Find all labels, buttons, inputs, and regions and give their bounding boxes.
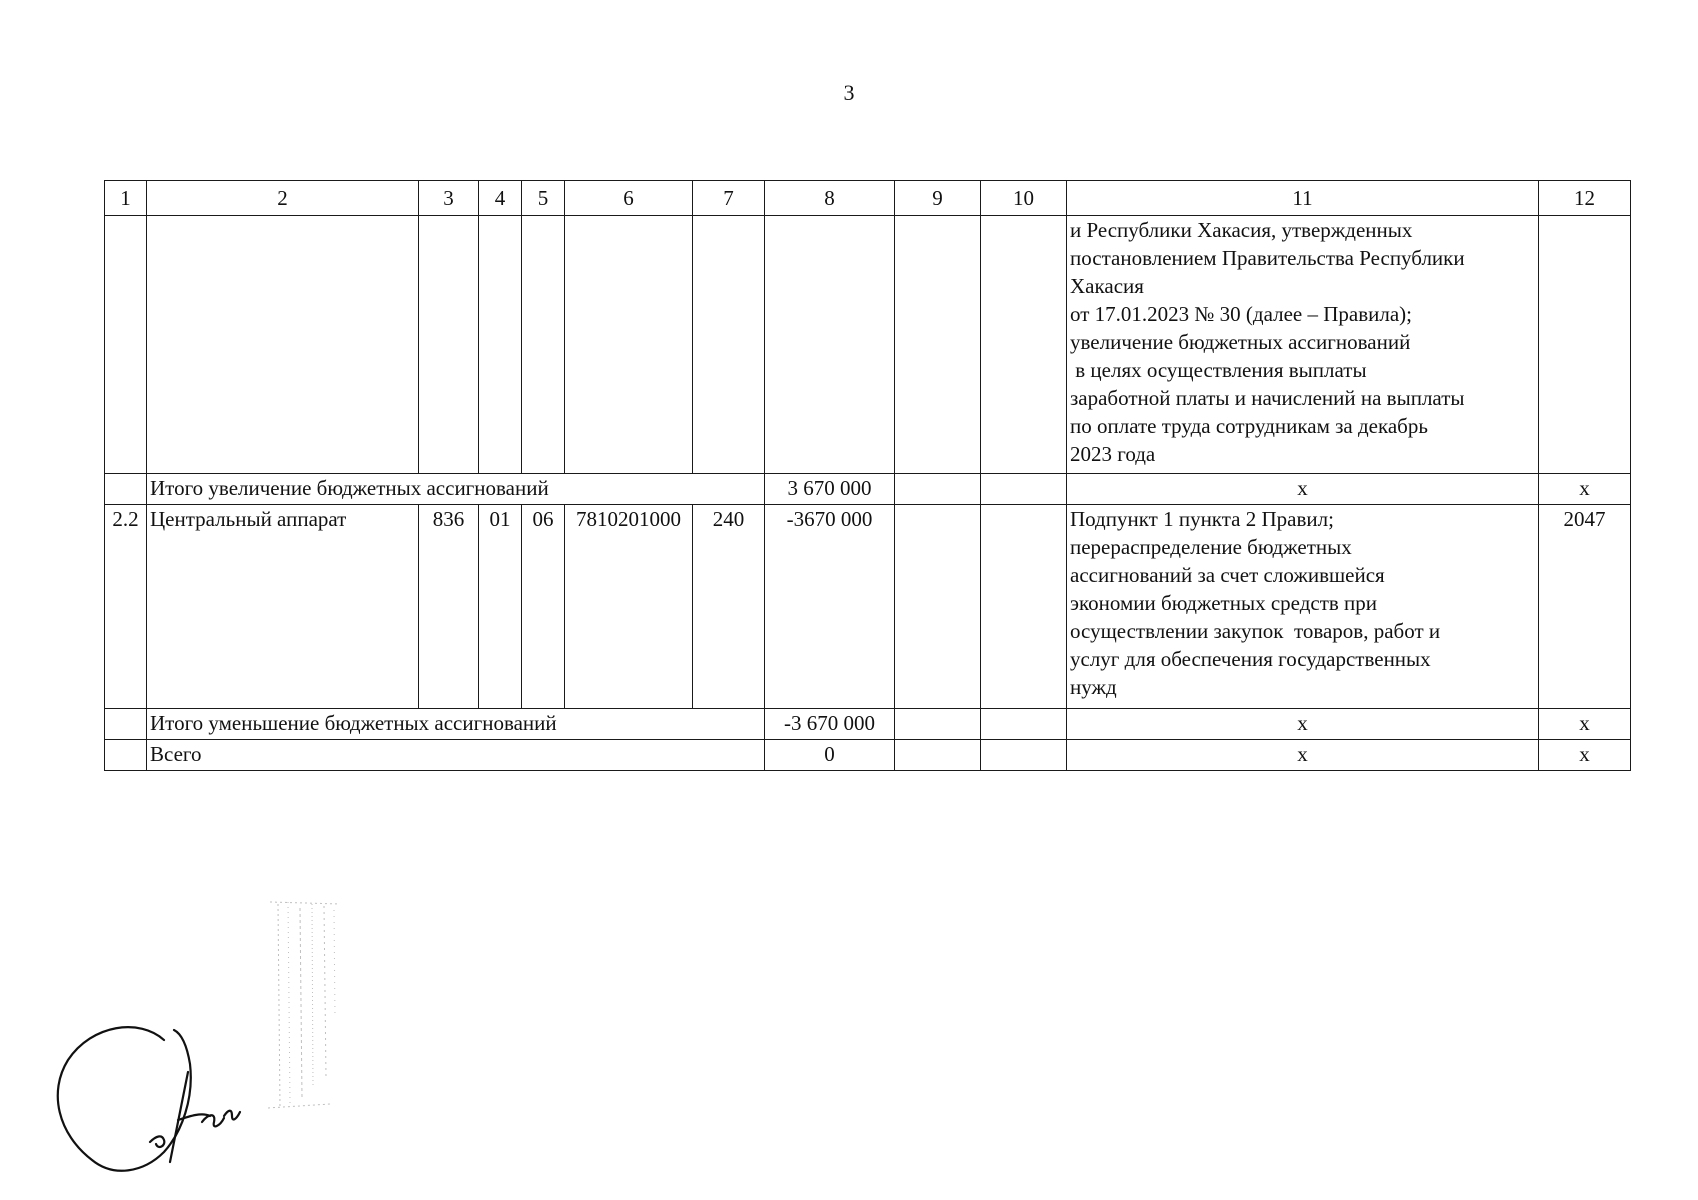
page-number: 3 (843, 80, 855, 105)
header-cell: 1 (105, 181, 147, 216)
table-cell (522, 216, 565, 474)
table-cell (419, 216, 479, 474)
grand-total-col12: x (1539, 740, 1631, 771)
justification-line: по оплате труда сотрудникам за декабрь (1070, 414, 1428, 438)
table-cell (895, 216, 981, 474)
table-cell (895, 505, 981, 709)
row-col5: 06 (522, 505, 565, 709)
justification-line: перераспределение бюджетных (1070, 535, 1352, 559)
table-cell (981, 740, 1067, 771)
table-cell (105, 216, 147, 474)
table-cell (105, 474, 147, 505)
justification-cell (1067, 216, 1539, 474)
header-cell: 12 (1539, 181, 1631, 216)
justification-line: и Республики Хакасия, утвержденных (1070, 218, 1413, 242)
grand-total-col11: x (1067, 740, 1539, 771)
faint-stamp (260, 898, 350, 1113)
decrease-total-col11: x (1067, 709, 1539, 740)
header-cell: 9 (895, 181, 981, 216)
header-cell: 6 (565, 181, 693, 216)
table-cell (479, 216, 522, 474)
decrease-total-label: Итого уменьшение бюджетных ассигнований (147, 709, 765, 740)
header-cell: 11 (1067, 181, 1539, 216)
decrease-total-row (105, 709, 1631, 740)
increase-total-label: Итого увеличение бюджетных ассигнований (147, 474, 765, 505)
row-number: 2.2 (105, 505, 147, 709)
grand-total-amount: 0 (765, 740, 895, 771)
table-cell (565, 216, 693, 474)
row-amount: -3670 000 (765, 505, 895, 709)
row-col4: 01 (479, 505, 522, 709)
table-header-row (105, 181, 1631, 216)
signature (52, 1012, 242, 1182)
justification-line: в целях осуществления выплаты (1070, 358, 1367, 382)
header-cell: 5 (522, 181, 565, 216)
budget-allocation-table (104, 180, 1631, 771)
grand-total-row (105, 740, 1631, 771)
increase-total-amount: 3 670 000 (765, 474, 895, 505)
table-cell (1539, 216, 1631, 474)
justification-line: осуществлении закупок товаров, работ и (1070, 619, 1441, 643)
table-cell (981, 474, 1067, 505)
grand-total-label: Всего (147, 740, 765, 771)
header-cell: 10 (981, 181, 1067, 216)
row-col3: 836 (419, 505, 479, 709)
row-col12: 2047 (1539, 505, 1631, 709)
table-cell (765, 216, 895, 474)
justification-line: услуг для обеспечения государственных (1070, 647, 1431, 671)
header-cell: 3 (419, 181, 479, 216)
table-cell (981, 505, 1067, 709)
header-cell: 2 (147, 181, 419, 216)
header-cell: 4 (479, 181, 522, 216)
table-cell (105, 709, 147, 740)
justification-line: Подпункт 1 пункта 2 Правил; (1070, 507, 1334, 531)
table-cell (981, 216, 1067, 474)
table-cell (693, 216, 765, 474)
increase-total-col12: x (1539, 474, 1631, 505)
justification-line: ассигнований за счет сложившейся (1070, 563, 1385, 587)
justification-line: нужд (1070, 675, 1117, 699)
justification-line: Хакасия (1070, 274, 1144, 298)
row-col6: 7810201000 (565, 505, 693, 709)
table-cell (895, 740, 981, 771)
decrease-total-amount: -3 670 000 (765, 709, 895, 740)
decrease-total-col12: x (1539, 709, 1631, 740)
justification-line: постановлением Правительства Республики (1070, 246, 1465, 270)
increase-total-col11: x (1067, 474, 1539, 505)
table-cell (105, 740, 147, 771)
row-col7: 240 (693, 505, 765, 709)
increase-total-row (105, 474, 1631, 505)
header-cell: 8 (765, 181, 895, 216)
table-cell (895, 709, 981, 740)
justification-line: 2023 года (1070, 442, 1156, 466)
justification-line: от 17.01.2023 № 30 (далее – Правила); (1070, 302, 1413, 326)
table-cell (895, 474, 981, 505)
justification-line: заработной платы и начислений на выплаты (1070, 386, 1465, 410)
table-cell (147, 216, 419, 474)
table-row-2-2 (105, 505, 1631, 709)
table-row-continuation (105, 216, 1631, 474)
justification-cell (1067, 505, 1539, 709)
justification-line: увеличение бюджетных ассигнований (1070, 330, 1411, 354)
row-name: Центральный аппарат (147, 505, 419, 709)
table-cell (981, 709, 1067, 740)
justification-line: экономии бюджетных средств при (1070, 591, 1378, 615)
header-cell: 7 (693, 181, 765, 216)
